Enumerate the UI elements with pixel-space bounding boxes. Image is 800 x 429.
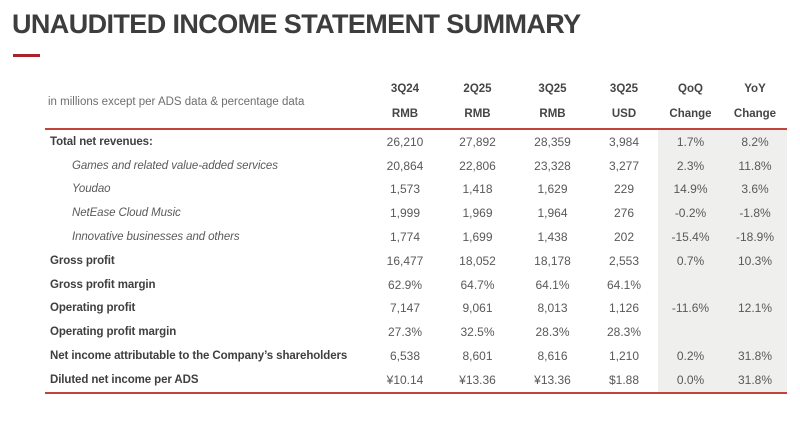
cell-3q25-usd: 1,126: [608, 301, 640, 316]
table-header-row: [45, 76, 787, 130]
table-row: [45, 320, 787, 344]
cell-qoq-change: 1.7%: [658, 130, 723, 154]
cell-3q25-rmb: 64.1%: [535, 277, 570, 292]
row-label: Operating profit: [50, 302, 136, 315]
cell-3q25-usd: 3,277: [608, 158, 640, 173]
cell-3q24-rmb: 1,774: [389, 230, 421, 245]
cell-2q25-rmb: 1,418: [462, 182, 493, 197]
column-period-label: 3Q25: [609, 83, 639, 95]
cell-3q25-rmb: 28,359: [534, 134, 571, 149]
cell-3q25-usd: $1.88: [608, 372, 640, 387]
cell-qoq-change: 2.3%: [658, 154, 723, 178]
cell-3q25-rmb: 8,616: [537, 349, 568, 364]
column-unit-label: USD: [611, 108, 637, 120]
column-unit-label: RMB: [539, 108, 566, 120]
cell-2q25-rmb: 32.5%: [460, 325, 495, 340]
cell-2q25-rmb: 18,052: [459, 253, 496, 268]
page-title: UNAUDITED INCOME STATEMENT SUMMARY: [12, 9, 581, 39]
table-row: [45, 368, 787, 392]
cell-2q25-rmb: 1,969: [462, 206, 493, 221]
cell-2q25-rmb: 9,061: [462, 301, 493, 316]
table-body: [45, 130, 787, 394]
cell-yoy-change: 31.8%: [723, 368, 787, 392]
table-row: [45, 130, 787, 154]
cell-3q24-rmb: ¥10.14: [386, 372, 424, 387]
column-unit-label: Change: [733, 108, 777, 120]
table-units-note: in millions except per ADS data & percentage data: [48, 96, 305, 108]
table-row: [45, 344, 787, 368]
row-label: NetEase Cloud Music: [72, 207, 181, 220]
cell-3q25-rmb: 8,013: [537, 301, 568, 316]
cell-yoy-change: -18.9%: [723, 225, 787, 249]
income-statement-table: [45, 76, 787, 394]
column-unit-label: Change: [669, 108, 712, 120]
row-label: Diluted net income per ADS: [50, 373, 199, 386]
table-row: [45, 225, 787, 249]
cell-3q24-rmb: 16,477: [386, 253, 424, 268]
cell-3q24-rmb: 6,538: [389, 349, 421, 364]
cell-3q25-usd: 2,553: [608, 253, 640, 268]
cell-qoq-change: -11.6%: [658, 297, 723, 321]
row-label: Gross profit: [50, 254, 115, 267]
cell-qoq-change: [658, 320, 723, 344]
cell-yoy-change: 11.8%: [723, 154, 787, 178]
cell-yoy-change: 10.3%: [723, 249, 787, 273]
row-label: Youdao: [72, 183, 111, 196]
cell-yoy-change: [723, 320, 787, 344]
column-unit-label: RMB: [391, 108, 419, 120]
cell-3q25-usd: 276: [613, 206, 635, 221]
cell-2q25-rmb: 64.7%: [460, 277, 495, 292]
cell-3q24-rmb: 7,147: [389, 301, 421, 316]
cell-qoq-change: -15.4%: [658, 225, 723, 249]
cell-3q25-rmb: 1,964: [537, 206, 568, 221]
column-header: [515, 76, 590, 128]
row-label: Gross profit margin: [50, 278, 156, 291]
column-header: [658, 76, 723, 128]
title-underline: [13, 54, 40, 57]
cell-3q25-usd: 3,984: [608, 134, 640, 149]
column-period-label: 2Q25: [463, 83, 492, 95]
cell-yoy-change: 3.6%: [723, 178, 787, 202]
table-row: [45, 154, 787, 178]
cell-3q25-rmb: 1,438: [537, 230, 568, 245]
cell-3q25-rmb: 1,629: [537, 182, 568, 197]
row-label: Operating profit margin: [50, 326, 177, 339]
column-header: [590, 76, 658, 128]
row-label: Games and related value-added services: [72, 159, 278, 172]
cell-3q25-usd: 1,210: [608, 349, 640, 364]
cell-qoq-change: [658, 273, 723, 297]
cell-3q25-usd: 202: [613, 230, 635, 245]
cell-yoy-change: [723, 273, 787, 297]
column-header: [723, 76, 787, 128]
cell-3q24-rmb: 27.3%: [387, 325, 423, 340]
cell-3q25-rmb: 28.3%: [535, 325, 570, 340]
cell-yoy-change: 12.1%: [723, 297, 787, 321]
cell-3q25-usd: 28.3%: [606, 325, 642, 340]
cell-3q24-rmb: 62.9%: [387, 277, 423, 292]
column-unit-label: RMB: [464, 108, 491, 120]
cell-3q25-rmb: 23,328: [534, 158, 571, 173]
column-header: [440, 76, 515, 128]
cell-3q24-rmb: 1,573: [389, 182, 421, 197]
cell-qoq-change: 14.9%: [658, 178, 723, 202]
table-row: [45, 249, 787, 273]
table-row: [45, 178, 787, 202]
cell-2q25-rmb: ¥13.36: [459, 372, 496, 387]
cell-qoq-change: 0.0%: [658, 368, 723, 392]
cell-3q25-rmb: 18,178: [534, 253, 571, 268]
table-row: [45, 273, 787, 297]
cell-qoq-change: -0.2%: [658, 201, 723, 225]
cell-2q25-rmb: 8,601: [462, 349, 493, 364]
cell-yoy-change: -1.8%: [723, 201, 787, 225]
table-row: [45, 201, 787, 225]
cell-yoy-change: 8.2%: [723, 130, 787, 154]
cell-3q24-rmb: 20,864: [386, 158, 424, 173]
cell-2q25-rmb: 27,892: [459, 134, 496, 149]
column-header: [370, 76, 440, 128]
cell-3q24-rmb: 1,999: [389, 206, 421, 221]
cell-yoy-change: 31.8%: [723, 344, 787, 368]
row-label: Net income attributable to the Company’s shareholders: [50, 350, 348, 363]
cell-3q25-usd: 229: [613, 182, 635, 197]
column-period-label: QoQ: [678, 83, 703, 95]
cell-3q25-rmb: ¥13.36: [534, 372, 571, 387]
column-period-label: 3Q25: [538, 83, 567, 95]
cell-qoq-change: 0.7%: [658, 249, 723, 273]
cell-3q24-rmb: 26,210: [386, 134, 424, 149]
table-row: [45, 297, 787, 321]
cell-2q25-rmb: 1,699: [462, 230, 493, 245]
column-period-label: 3Q24: [390, 83, 420, 95]
cell-qoq-change: 0.2%: [658, 344, 723, 368]
row-label: Innovative businesses and others: [72, 231, 240, 244]
column-period-label: YoY: [744, 83, 766, 95]
cell-3q25-usd: 64.1%: [606, 277, 642, 292]
cell-2q25-rmb: 22,806: [459, 158, 496, 173]
row-label: Total net revenues:: [50, 135, 153, 148]
